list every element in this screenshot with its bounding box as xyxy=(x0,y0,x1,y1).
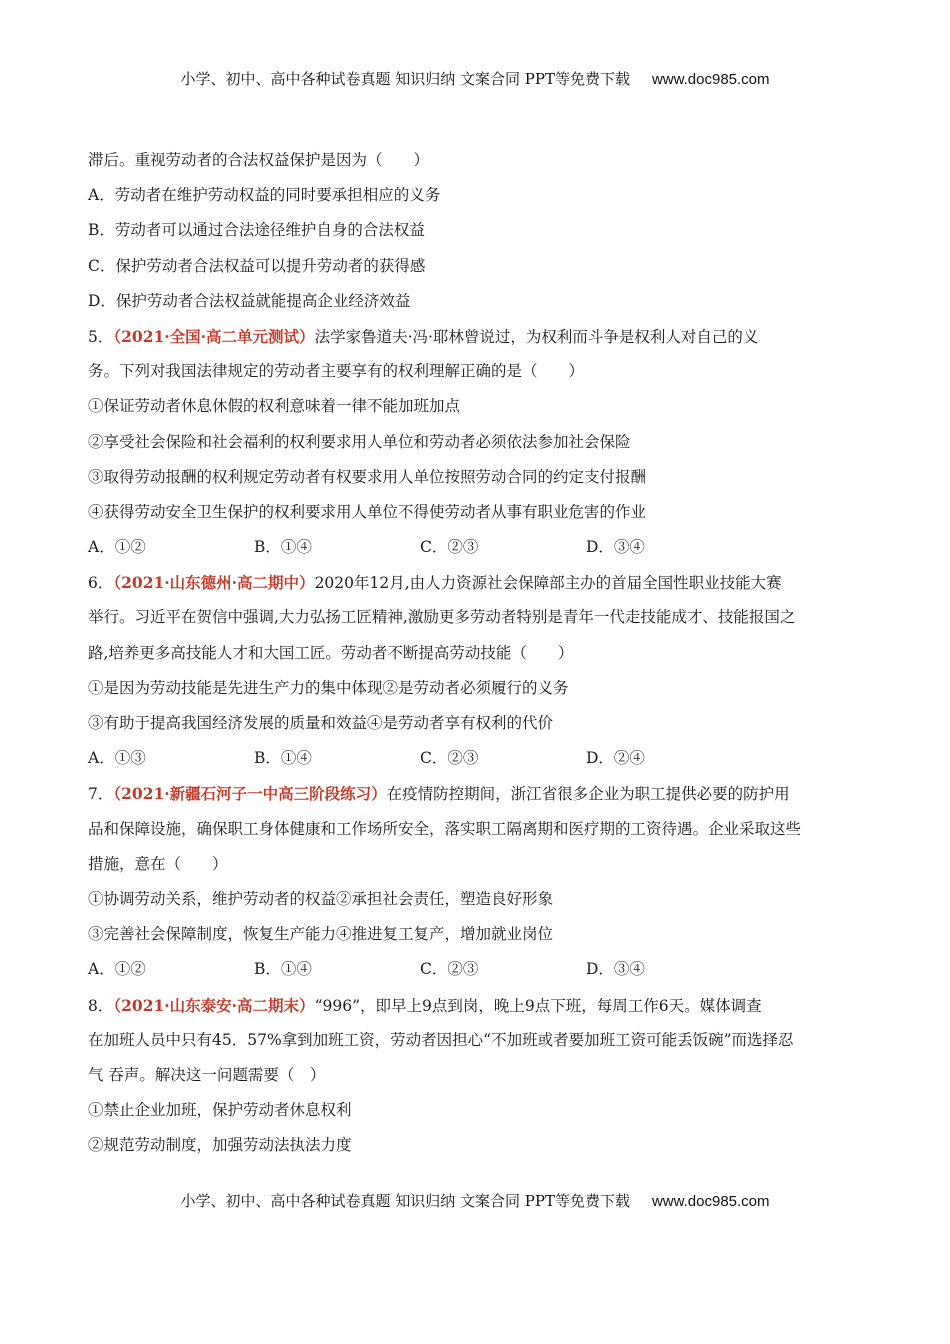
question-6-stem xyxy=(88,565,868,600)
stem-text: 路,培养更多高技能人才和大国工匠。劳动者不断提高劳动技能（ ） xyxy=(88,643,574,662)
answer-choices xyxy=(88,530,868,565)
option: C．保护劳动者合法权益可以提升劳动者的获得感 xyxy=(88,256,426,275)
statement-item: ①禁止企业加班，保护劳动者休息权利 xyxy=(88,1101,352,1120)
question-source: （2021·新疆石河子一中高三阶段练习） xyxy=(113,784,387,804)
choice: B．①④ xyxy=(254,749,312,768)
choice: A．①② xyxy=(88,960,146,979)
stem-text: 在加班人员中只有45．57%拿到加班工资，劳动者因担心“不加班或者要加班工资可能丢饭碗”而选择忍 xyxy=(88,1030,794,1049)
question-7-stem xyxy=(88,776,868,811)
question-number: 5． xyxy=(88,327,114,346)
question-stem: 滞后。重视劳动者的合法权益保护是因为（ ） xyxy=(88,151,430,169)
banner-text: 小学、初中、高中各种试卷真题 知识归纳 文案合同 PPT等免费下载 xyxy=(180,70,630,88)
question-8-stem xyxy=(88,988,868,1023)
statement-item: ②享受社会保险和社会福利的权利要求用人单位和劳动者必须依法参加社会保险 xyxy=(88,432,631,451)
statement-item: ④获得劳动安全卫生保护的权利要求用人单位不得使劳动者从事有职业危害的作业 xyxy=(88,502,647,521)
question-number: 8． xyxy=(88,996,114,1015)
stem-text: 品和保障设施，确保职工身体健康和工作场所安全，落实职工隔离期和医疗期的工资待遇。企业采取这些 xyxy=(88,819,802,838)
statement-item: ②规范劳动制度，加强劳动法执法力度 xyxy=(88,1136,352,1155)
document-body xyxy=(88,143,868,1163)
footer-banner xyxy=(0,1190,950,1211)
question-source: （2021·山东泰安·高二期末） xyxy=(113,995,315,1015)
answer-choices xyxy=(88,741,868,776)
choice: A．①② xyxy=(88,538,146,557)
question-5-stem xyxy=(88,319,868,354)
stem-text: 务。下列对我国法律规定的劳动者主要享有的权利理解正确的是（ ） xyxy=(88,362,585,381)
header-banner xyxy=(0,68,950,89)
question-source: （2021·山东德州·高二期中） xyxy=(113,573,315,593)
statement-item: ①保证劳动者休息休假的权利意味着一律不能加班加点 xyxy=(88,397,461,416)
statement-item: ①协调劳动关系，维护劳动者的权益②承担社会责任，塑造良好形象 xyxy=(88,889,554,908)
choice: B．①④ xyxy=(254,538,312,557)
statement-item: ③取得劳动报酬的权利规定劳动者有权要求用人单位按照劳动合同的约定支付报酬 xyxy=(88,467,647,486)
banner-site-link[interactable]: www.doc985.com xyxy=(651,71,770,88)
option: A．劳动者在维护劳动权益的同时要承担相应的义务 xyxy=(88,186,441,205)
option: B．劳动者可以通过合法途径维护自身的合法权益 xyxy=(88,221,425,240)
choice: C．②③ xyxy=(420,960,479,979)
choice: B．①④ xyxy=(254,960,312,979)
statement-item: ①是因为劳动技能是先进生产力的集中体现②是劳动者必须履行的义务 xyxy=(88,678,569,697)
stem-text: “996”，即早上9点到岗，晚上9点下班，每周工作6天。媒体调查 xyxy=(314,996,762,1015)
choice: D．③④ xyxy=(586,960,645,979)
choice: C．②③ xyxy=(420,749,479,768)
statement-item: ③有助于提高我国经济发展的质量和效益④是劳动者享有权利的代价 xyxy=(88,714,554,732)
stem-text: 法学家鲁道夫·冯·耶林曾说过，为权利而斗争是权利人对自己的义 xyxy=(314,327,759,346)
banner-site-link[interactable]: www.doc985.com xyxy=(651,1193,770,1210)
stem-text: 举行。习近平在贺信中强调,大力弘扬工匠精神,激励更多劳动者特别是青年一代走技能成才、技能报国之 xyxy=(88,608,796,627)
question-source: （2021·全国·高二单元测试） xyxy=(113,326,315,346)
answer-choices xyxy=(88,952,868,987)
choice: D．③④ xyxy=(586,538,645,557)
choice: A．①③ xyxy=(88,749,146,768)
banner-text: 小学、初中、高中各种试卷真题 知识归纳 文案合同 PPT等免费下载 xyxy=(180,1192,630,1210)
stem-text: 在疫情防控期间，浙江省很多企业为职工提供必要的防护用 xyxy=(386,785,790,804)
stem-text: 2020年12月,由人力资源社会保障部主办的首届全国性职业技能大赛 xyxy=(314,574,782,593)
option: D．保护劳动者合法权益就能提高企业经济效益 xyxy=(88,291,411,310)
choice: C．②③ xyxy=(420,538,479,557)
question-number: 6． xyxy=(88,574,114,593)
choice: D．②④ xyxy=(586,749,645,768)
statement-item: ③完善社会保障制度，恢复生产能力④推进复工复产，增加就业岗位 xyxy=(88,925,554,944)
question-number: 7． xyxy=(88,785,114,804)
stem-text: 气 吞声。解决这一问题需要（ ） xyxy=(88,1065,326,1084)
stem-text: 措施，意在（ ） xyxy=(88,854,228,873)
